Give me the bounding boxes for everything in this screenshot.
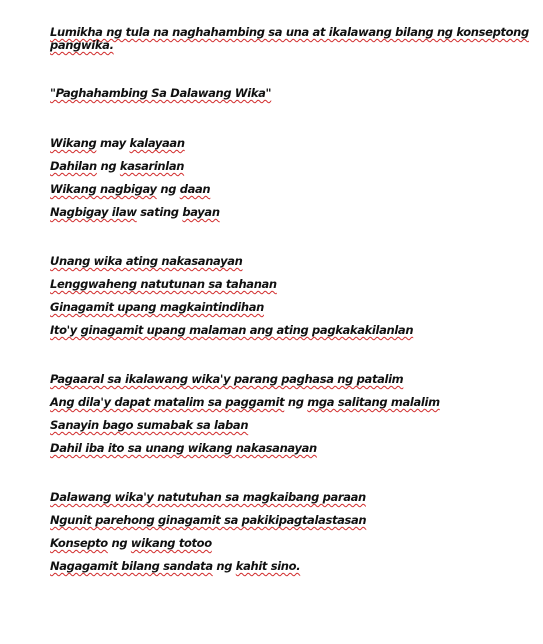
line-seg: ng bbox=[156, 182, 180, 196]
poem-line bbox=[50, 418, 536, 441]
line-seg: kasarinlan bbox=[119, 159, 185, 173]
poem-line bbox=[50, 490, 536, 513]
line-seg: mga salitang malalim bbox=[307, 395, 440, 409]
poem-line bbox=[50, 159, 536, 182]
line-seg: Wikang bbox=[50, 136, 97, 150]
line-seg: Nagagamit bilang sandata bbox=[50, 559, 213, 573]
line-seg: Sanayin bago sumabak sa laban bbox=[50, 418, 249, 432]
poem-line bbox=[50, 277, 536, 300]
line-seg: Ngunit parehong ginagamit sa pakikipagtalastasan bbox=[50, 513, 367, 527]
line-seg: Konsepto bbox=[50, 536, 108, 550]
line-seg: kalayaan bbox=[129, 136, 185, 150]
poem-line bbox=[50, 300, 536, 323]
line-seg: Wikang nagbigay bbox=[50, 182, 157, 196]
poem-line bbox=[50, 536, 536, 559]
line-seg: Dahilan bbox=[50, 159, 97, 173]
poem-line bbox=[50, 323, 536, 346]
poem-title bbox=[50, 86, 536, 100]
stanza-4 bbox=[50, 490, 536, 582]
stanza-1 bbox=[50, 136, 536, 228]
line-seg: Unang wika ating nakasanayan bbox=[50, 254, 243, 268]
line-seg: Ang dila'y dapat matalim sa paggamit bbox=[50, 395, 285, 409]
intro-text-end: pangwika. bbox=[50, 38, 114, 52]
poem-line bbox=[50, 395, 536, 418]
poem-line bbox=[50, 513, 536, 536]
line-seg: kahit sino. bbox=[235, 559, 301, 573]
stanza-2 bbox=[50, 254, 536, 346]
poem-document bbox=[50, 26, 536, 582]
line-seg: ng bbox=[284, 395, 308, 409]
line-seg: wikang totoo bbox=[130, 536, 212, 550]
poem-line bbox=[50, 136, 536, 159]
line-seg: Pagaaral sa ikalawang wika'y parang paghasa ng patalim bbox=[50, 372, 404, 386]
poem-line bbox=[50, 182, 536, 205]
line-seg: may bbox=[96, 136, 130, 150]
line-seg: Lenggwaheng natutunan sa tahanan bbox=[50, 277, 277, 291]
line-seg: ng bbox=[107, 536, 131, 550]
line-seg: Dalawang wika'y natutuhan sa magkaibang paraan bbox=[50, 490, 366, 504]
intro-text: Lumikha ng tula na naghahambing sa una at ikalawang bilang ng konseptong bbox=[50, 25, 529, 39]
line-seg: Ito'y ginagamit upang malaman ang ating pagkakakilanlan bbox=[50, 323, 414, 337]
poem-title-text: "Paghahambing Sa Dalawang Wika" bbox=[50, 86, 272, 100]
line-seg: daan bbox=[179, 182, 211, 196]
stanza-3 bbox=[50, 372, 536, 464]
poem-line bbox=[50, 372, 536, 395]
poem-line bbox=[50, 205, 536, 228]
line-seg: sating bbox=[136, 205, 183, 219]
poem-line bbox=[50, 254, 536, 277]
line-seg: ng bbox=[96, 159, 120, 173]
line-seg: ng bbox=[212, 559, 236, 573]
intro-instruction bbox=[50, 26, 536, 52]
poem-line bbox=[50, 559, 536, 582]
line-seg: Ginagamit upang magkaintindihan bbox=[50, 300, 264, 314]
poem-line bbox=[50, 441, 536, 464]
line-seg: Dahil iba ito sa unang wikang nakasanayan bbox=[50, 441, 317, 455]
line-seg: Nagbigay ilaw bbox=[50, 205, 137, 219]
line-seg: bayan bbox=[182, 205, 220, 219]
